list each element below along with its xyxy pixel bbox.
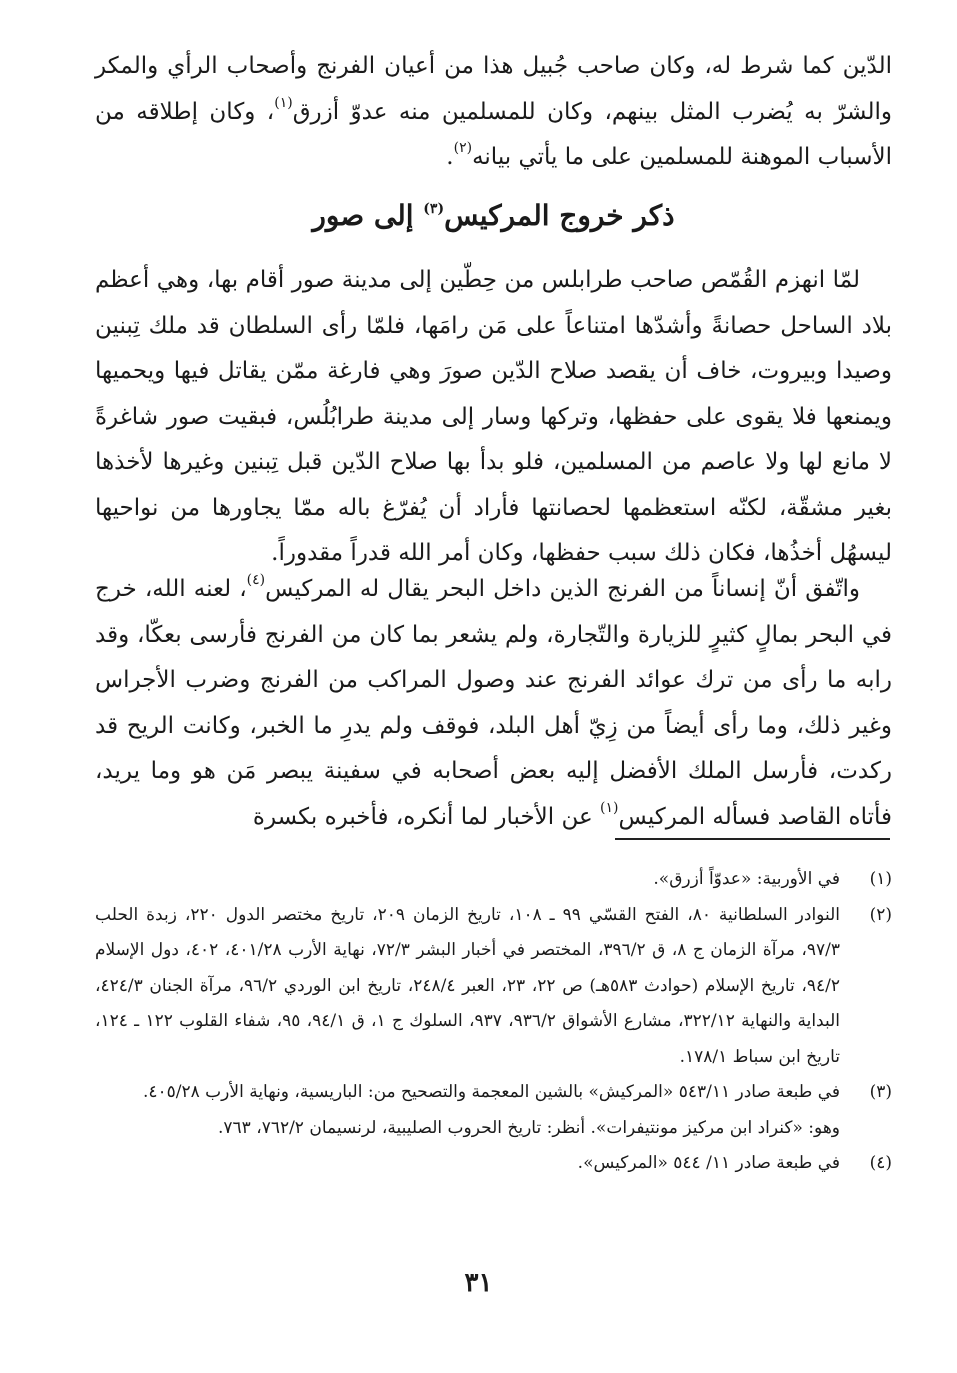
footnote-text: النوادر السلطانية ٨٠، الفتح القسّي ٩٩ ـ ١٠٨، تاريخ الزمان ٢٠٩، تاريخ مختصر الدول ٢٢٠، زبدة الحلب ٩٧/٣، مرآة الزمان ج ٨، ق ٣٩٦/٢، المختصر في أخبار البشر ٧٢/٣، نهاية الأرب ٤٠١/٢٨، ٤٠٢، دول الإسلام ٩٤/٢، تاريخ الإسلام (حوادث ٥٨٣هـ) ص ٢٢، ٢٣، العبر ٢٤٨/٤، تاريخ ابن الوردي ٩٦/٢، مرآة الجنان ٤٢٤/٣، البداية والنهاية ٣٢٢/١٢، مشارع الأشواق ٩٣٦/٢، ٩٣٧، السلوك ج ١، ق ٩٤/١، ٩٥، شفاء القلوب ١٢٢ ـ ١٢٤، تاريخ ابن سباط ١٧٨/١. xyxy=(95,904,841,1067)
paragraph-text: ، لعنه الله، خرج في البحر بمالٍ كثيرٍ للزيارة والتّجارة، ولم يشعر بما كان من الفرنج فأرسى بعكّا، وقد رابه ما رأى من ترك عوائد الفرنج عند وصول المراكب من الفرنج وضرب الأجراس وغير ذلك، وما رأى أيضاً من زِيّ أهل البلد، فوقف ولم يدرِ ما الخبر، وكانت الريح قد ركدت، فأرسل الملك الأفضل إليه بعض أصحابه في سفينة يبصر مَن هو وما يريد، فأتاه القاصد فسأله المركيس xyxy=(95,576,892,830)
footnote-number: (١) xyxy=(869,869,892,889)
paragraph-text: عن الأخبار لما أنكره، فأخبره بكسرة xyxy=(252,803,601,830)
footnote-divider xyxy=(615,838,890,840)
footnote-ref[interactable]: (١) xyxy=(600,799,619,816)
footnote-text: في طبعة صادر ٥٤٣/١١ «المركيش» بالشين المعجمة والتصحيح من: الباريسية، ونهاية الأرب ٤٠٥/٢٨. xyxy=(142,1082,840,1102)
page-number: ٣١ xyxy=(464,1268,493,1298)
footnote-ref[interactable]: (١) xyxy=(274,94,293,111)
section-heading xyxy=(95,193,892,239)
paragraph-continuation xyxy=(95,44,892,181)
paragraph-1 xyxy=(95,258,892,577)
footnote-number: (٣) xyxy=(869,1082,892,1102)
paragraph-text: ، وكان إطلاقه من الأسباب الموهنة للمسلمين على ما يأتي بيانه xyxy=(95,98,892,170)
footnotes xyxy=(95,862,892,1182)
footnote-text: في الأوربية: «عدوّاً أزرق». xyxy=(653,869,840,889)
footnote-item xyxy=(95,898,892,1076)
footnote-number: (٤) xyxy=(869,1153,892,1173)
footnote-ref[interactable]: (٤) xyxy=(246,572,266,588)
footnote-continuation xyxy=(95,1111,892,1147)
footnote-text: وهو: «كنراد ابن مركيز مونتيفرات». أنظر: تاريخ الحروب الصليبية، لرنسيمان ٧٦٢/٢، ٧٦٣. xyxy=(217,1117,840,1138)
paragraph-text: الدّين كما شرط له، وكان صاحب جُبيل هذا من أعيان الفرنج وأصحاب الرأي والمكر والشرّ به يُضرب المثل بينهم، وكان للمسلمين منه عدوّ أزرق xyxy=(95,53,892,125)
paragraph-text: واتّفق أنّ إنساناً من الفرنج الذين داخل البحر يقال له المركيس xyxy=(265,576,860,602)
heading-text: إلى صور xyxy=(312,199,424,232)
footnote-item xyxy=(95,862,892,898)
paragraph-text: لمّا انهزم القُمّص صاحب طرابلس من حِطّين إلى مدينة صور أقام بها، وهي أعظم بلاد الساحل حصانةً وأشدّها امتناعاً على مَن رامَها، فلمّا رأى السلطان قد ملك تِبنين وصيدا وبيروت، خاف أن يقصد صلاح الدّين صورَ وهي فارغة ممّن يقاتل فيها ويحميها ويمنعها فلا يقوى على حفظها، وتركها وسار إلى مدينة طرابُلُس، فبقيت صور شاغرةً لا مانع لها ولا عاصم من المسلمين، فلو بدأ بها صلاح الدّين قبل تِبنين وغيرها لأخذها بغير مشقّة، لكنّه استعظمها لحصانتها فأراد أن يُفرّغ باله ممّا يجاورها من نواحيها ليسهُل أخذُها، فكان ذلك سبب حفظها، وكان أمر الله قدراً مقدوراً. xyxy=(95,267,892,566)
footnote-ref[interactable]: (٢) xyxy=(453,140,473,156)
footnote-item xyxy=(95,1075,892,1111)
footnote-ref[interactable]: (٣) xyxy=(423,201,445,217)
footnote-item xyxy=(95,1146,892,1182)
paragraph-2 xyxy=(95,567,892,840)
footnote-number: (٢) xyxy=(869,904,892,925)
footnote-text: في طبعة صادر ١١/ ٥٤٤ «المركيس». xyxy=(577,1153,840,1173)
paragraph-text: . xyxy=(446,144,454,170)
heading-text: ذكر خروج المركيس xyxy=(444,199,675,232)
